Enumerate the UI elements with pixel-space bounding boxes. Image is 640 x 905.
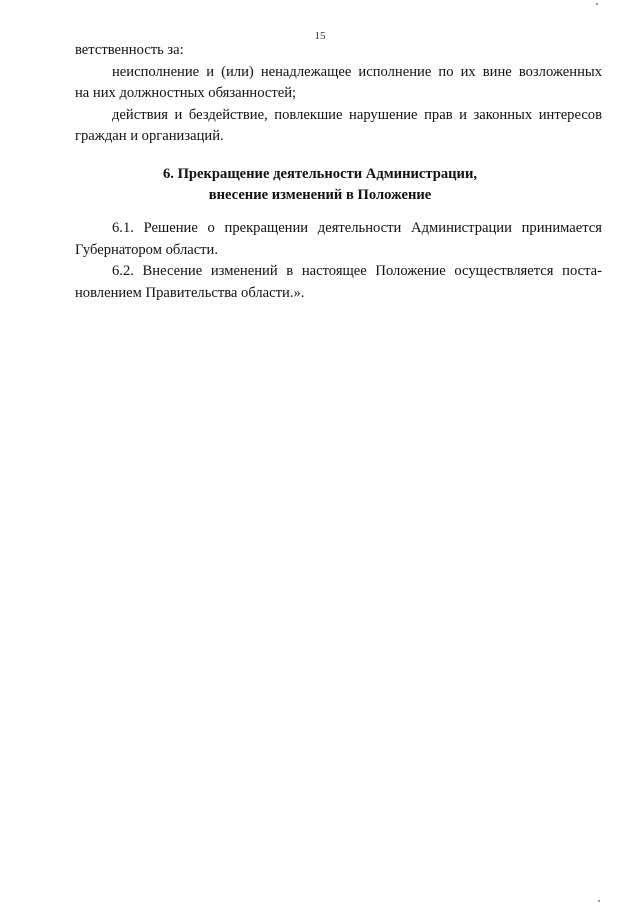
paragraph-line: ветственность за:	[75, 42, 184, 58]
item-6-2-line: 6.2. Внесение изменений в настоящее Положение осуществляется поста-	[112, 263, 602, 279]
item-6-2-line: новлением Правительства области.».	[75, 284, 305, 301]
continued-text	[75, 40, 602, 148]
page-number: 15	[314, 30, 326, 42]
section-heading	[0, 164, 640, 206]
item-6-1-line: Губернатором области.	[75, 241, 219, 258]
scan-mark	[596, 3, 598, 5]
section-body	[75, 218, 602, 304]
paragraph-line: действия и бездействие, повлекшие нарушение прав и законных интересов	[112, 106, 602, 123]
paragraph-line: неисполнение и (или) ненадлежащее исполнение по их вине возложенных	[112, 63, 602, 80]
section-heading-line: внесение изменений в Положение	[208, 187, 432, 203]
item-6-1-line: 6.1. Решение о прекращении деятельности Администрации принимается	[112, 220, 602, 236]
scan-mark	[598, 900, 600, 902]
paragraph-line: на них должностных обязанностей;	[75, 85, 297, 101]
section-heading-line: 6. Прекращение деятельности Администрации,	[162, 166, 477, 182]
paragraph-line: граждан и организаций.	[75, 128, 224, 144]
